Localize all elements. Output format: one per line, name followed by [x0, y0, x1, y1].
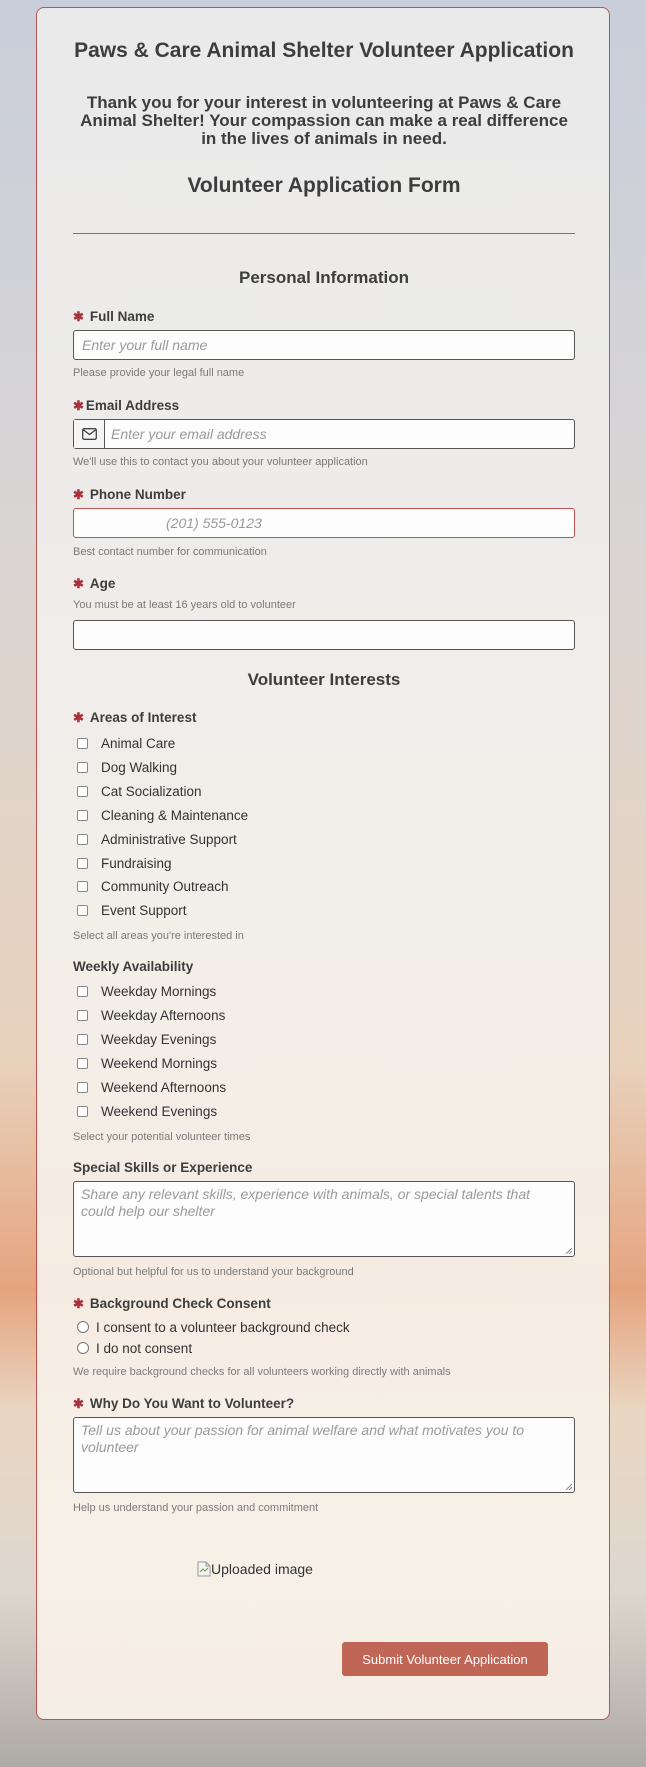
resize-grip-icon[interactable] [565, 1483, 572, 1490]
required-asterisk-icon: ✱ [73, 1296, 84, 1311]
age-input[interactable] [73, 620, 575, 650]
checkbox-weekend-evenings[interactable]: Weekend Evenings [73, 1101, 217, 1121]
skills-label: Special Skills or Experience [73, 1160, 253, 1175]
age-help: You must be at least 16 years old to volunteer [73, 599, 296, 611]
email-field[interactable] [73, 419, 575, 449]
full-name-input[interactable]: Enter your full name [73, 330, 575, 360]
checkbox-box[interactable] [77, 810, 88, 821]
checkbox-fundraising[interactable]: Fundraising [73, 853, 172, 873]
required-asterisk-icon: ✱ [73, 309, 84, 324]
checkbox-administrative[interactable]: Administrative Support [73, 829, 237, 849]
checkbox-box[interactable] [77, 881, 88, 892]
checkbox-box[interactable] [77, 786, 88, 797]
full-name-label: ✱ Full Name [73, 309, 155, 324]
personal-info-heading: Personal Information [238, 268, 410, 287]
checkbox-box[interactable] [77, 905, 88, 916]
radio-circle[interactable] [77, 1321, 89, 1333]
form-title: Volunteer Application Form [187, 174, 461, 197]
checkbox-weekday-evenings[interactable]: Weekday Evenings [73, 1029, 216, 1049]
resize-grip-icon[interactable] [565, 1247, 572, 1254]
checkbox-weekend-mornings[interactable]: Weekend Mornings [73, 1053, 217, 1073]
phone-input[interactable]: (201) 555-0123 [73, 508, 575, 538]
page-title: Paws & Care Animal Shelter Volunteer Application [74, 39, 574, 62]
phone-help: Best contact number for communication [73, 546, 267, 558]
checkbox-box[interactable] [77, 834, 88, 845]
why-help: Help us understand your passion and commitment [73, 1502, 319, 1514]
consent-label: ✱ Background Check Consent [73, 1296, 271, 1311]
checkbox-dog-walking[interactable]: Dog Walking [73, 757, 177, 777]
checkbox-box[interactable] [77, 1034, 88, 1045]
required-asterisk-icon: ✱ [73, 398, 84, 413]
checkbox-weekend-afternoons[interactable]: Weekend Afternoons [73, 1077, 226, 1097]
areas-label: ✱ Areas of Interest [73, 710, 197, 725]
checkbox-box[interactable] [77, 1010, 88, 1021]
why-textarea[interactable]: Tell us about your passion for animal welfare and what motivates you to volunteer [73, 1417, 575, 1493]
why-label: ✱ Why Do You Want to Volunteer? [73, 1396, 295, 1411]
required-asterisk-icon: ✱ [73, 487, 84, 502]
checkbox-box[interactable] [77, 1106, 88, 1117]
radio-circle[interactable] [77, 1342, 89, 1354]
submit-button[interactable]: Submit Volunteer Application [342, 1642, 548, 1676]
skills-help: Optional but helpful for us to understand your background [73, 1266, 354, 1278]
checkbox-event-support[interactable]: Event Support [73, 900, 187, 920]
required-asterisk-icon: ✱ [73, 710, 84, 725]
checkbox-cat-socialization[interactable]: Cat Socialization [73, 781, 202, 801]
radio-consent-yes[interactable]: I consent to a volunteer background check [73, 1317, 350, 1337]
age-label: ✱ Age [73, 576, 116, 591]
required-asterisk-icon: ✱ [73, 576, 84, 591]
checkbox-box[interactable] [77, 858, 88, 869]
availability-help: Select your potential volunteer times [73, 1131, 251, 1143]
uploaded-image: Uploaded image [197, 1561, 313, 1577]
checkbox-weekday-afternoons[interactable]: Weekday Afternoons [73, 1005, 225, 1025]
checkbox-animal-care[interactable]: Animal Care [73, 733, 175, 753]
envelope-icon [74, 420, 105, 448]
availability-label: Weekly Availability [73, 959, 194, 974]
checkbox-community-outreach[interactable]: Community Outreach [73, 876, 229, 896]
checkbox-box[interactable] [77, 1082, 88, 1093]
checkbox-weekday-mornings[interactable]: Weekday Mornings [73, 981, 216, 1001]
checkbox-box[interactable] [77, 738, 88, 749]
skills-textarea[interactable]: Share any relevant skills, experience with animals, or special talents that could help our shelter [73, 1181, 575, 1257]
consent-help: We require background checks for all volunteers working directly with animals [73, 1366, 451, 1378]
email-label: ✱ Email Address [73, 398, 180, 413]
email-input[interactable]: Enter your email address [111, 426, 267, 442]
application-card [36, 7, 610, 1720]
checkbox-box[interactable] [77, 986, 88, 997]
email-help: We'll use this to contact you about your volunteer application [73, 456, 368, 468]
required-asterisk-icon: ✱ [73, 1396, 84, 1411]
full-name-help: Please provide your legal full name [73, 367, 245, 379]
checkbox-cleaning[interactable]: Cleaning & Maintenance [73, 805, 248, 825]
section-divider [73, 233, 575, 234]
volunteer-interests-heading: Volunteer Interests [247, 670, 401, 689]
radio-consent-no[interactable]: I do not consent [73, 1338, 192, 1358]
broken-image-icon [197, 1561, 211, 1577]
intro-text: Thank you for your interest in volunteering at Paws & Care Animal Shelter! Your compassion can make a real difference in the lives of animals in need. [80, 93, 568, 148]
areas-help: Select all areas you're interested in [73, 930, 244, 942]
checkbox-box[interactable] [77, 1058, 88, 1069]
phone-label: ✱ Phone Number [73, 487, 186, 502]
checkbox-box[interactable] [77, 762, 88, 773]
